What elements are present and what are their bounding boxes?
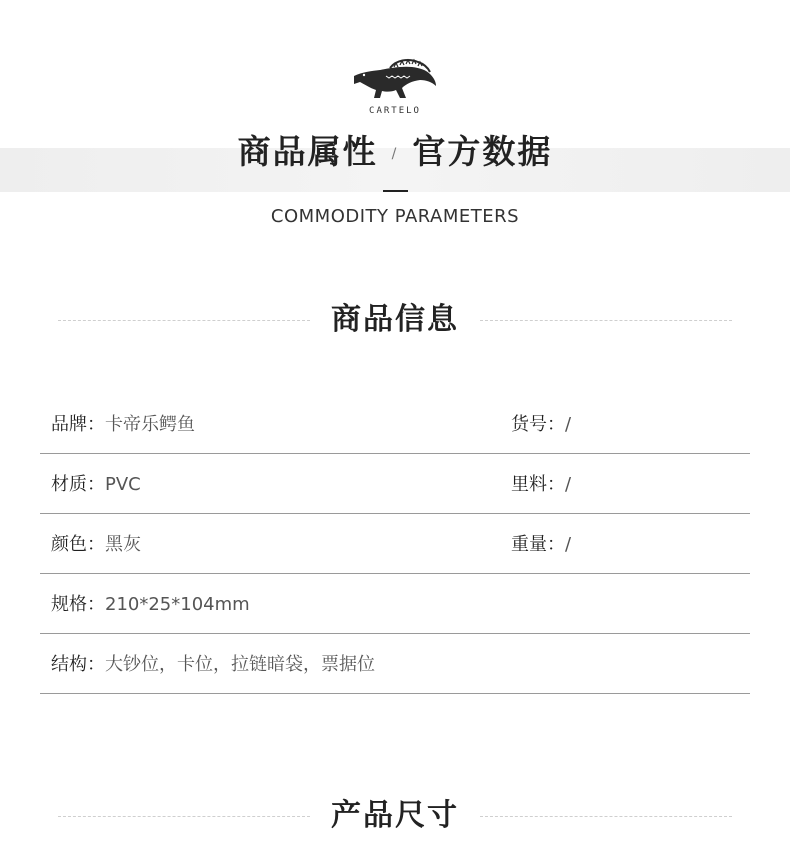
brand-logo bbox=[340, 54, 450, 120]
attr-value: 卡帝乐鳄鱼 bbox=[105, 414, 195, 435]
title-right: 官方数据 bbox=[412, 132, 553, 171]
attr-value: / bbox=[565, 534, 572, 555]
crocodile-logo-icon bbox=[350, 54, 440, 104]
section-header-size bbox=[58, 796, 732, 836]
title-left: 商品属性 bbox=[237, 132, 378, 171]
attr-key: 结构： bbox=[51, 654, 105, 675]
page-subtitle: COMMODITY PARAMETERS bbox=[270, 206, 520, 227]
attr-key: 重量： bbox=[511, 534, 565, 555]
attr-value: / bbox=[565, 474, 572, 495]
attr-key: 材质： bbox=[51, 474, 105, 495]
attr-key: 里料： bbox=[511, 474, 565, 495]
table-row bbox=[40, 394, 750, 454]
page-title bbox=[0, 126, 790, 173]
attr-key: 规格： bbox=[51, 594, 105, 615]
section-title-size: 产品尺寸 bbox=[331, 798, 459, 833]
attr-key: 品牌： bbox=[51, 414, 105, 435]
title-underline bbox=[383, 190, 408, 192]
table-row bbox=[40, 634, 750, 694]
section-title-info: 商品信息 bbox=[331, 302, 459, 337]
attr-value: 黑灰 bbox=[105, 534, 141, 555]
attr-value: 210*25*104mm bbox=[105, 594, 250, 615]
table-row bbox=[40, 514, 750, 574]
title-separator: / bbox=[391, 145, 399, 162]
section-header-info bbox=[58, 300, 732, 340]
brand-logo-text: CARTELO bbox=[369, 106, 421, 116]
attr-value: PVC bbox=[105, 474, 141, 495]
table-row bbox=[40, 454, 750, 514]
table-row bbox=[40, 574, 750, 634]
attributes-table bbox=[40, 394, 750, 694]
attr-key: 颜色： bbox=[51, 534, 105, 555]
attr-value: 大钞位，卡位，拉链暗袋，票据位 bbox=[105, 654, 375, 675]
attr-key: 货号： bbox=[511, 414, 565, 435]
attr-value: / bbox=[565, 414, 572, 435]
